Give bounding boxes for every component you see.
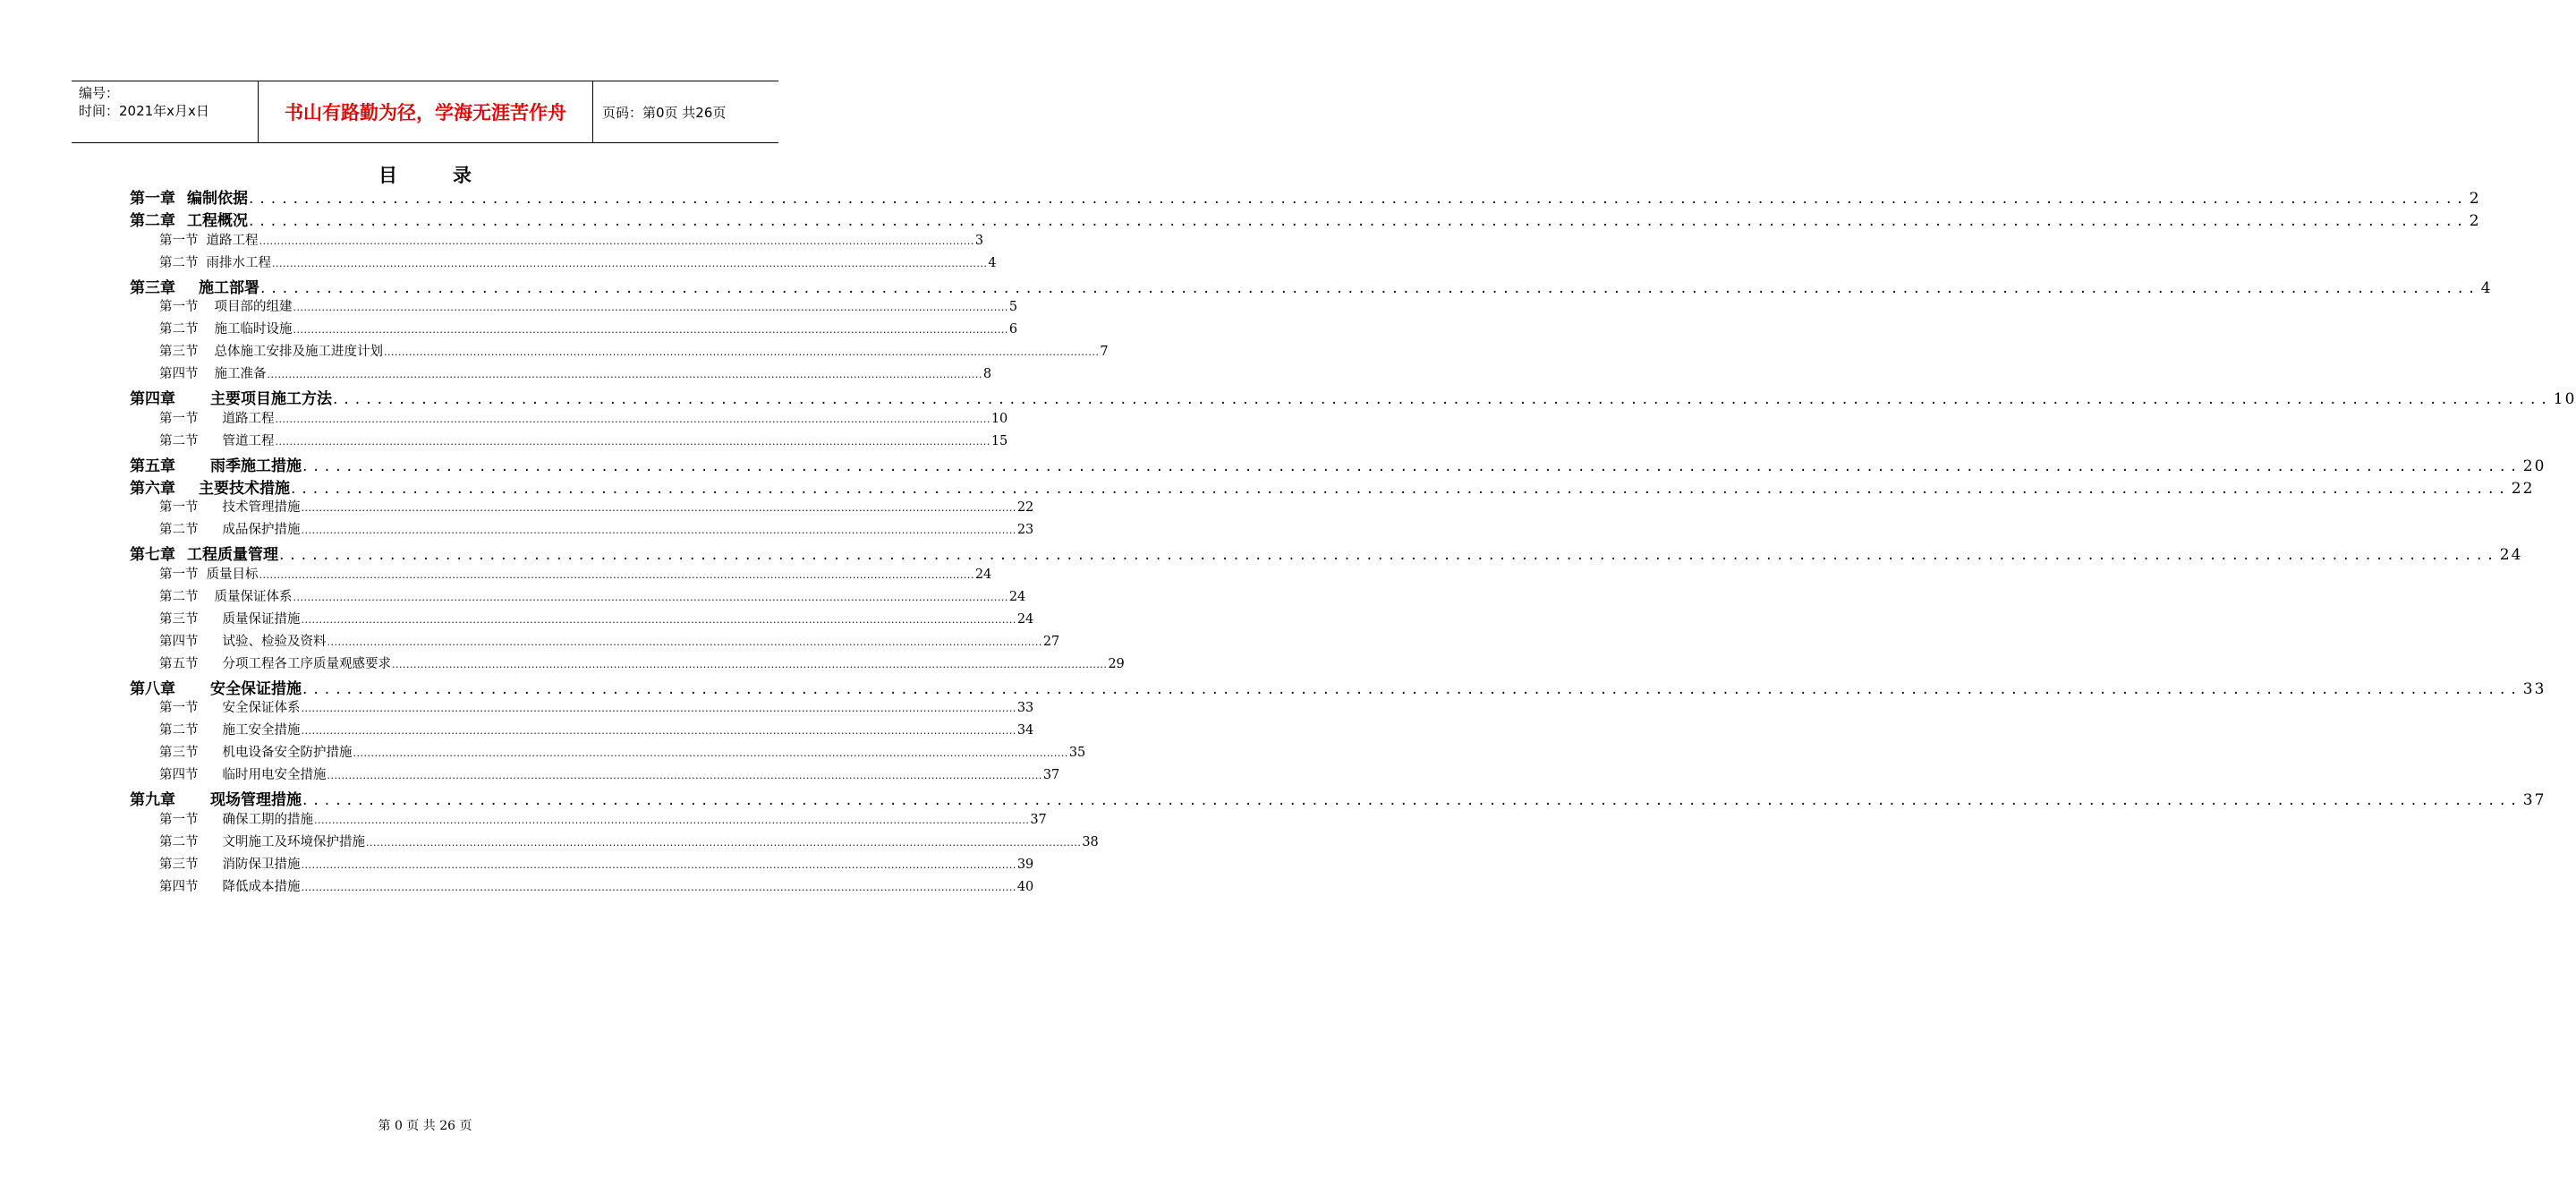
toc-page-number: 27	[1042, 634, 1060, 649]
toc-page-number: 38	[1082, 834, 1099, 849]
toc-entry-label	[159, 764, 327, 783]
toc-entry-number: 第六章	[130, 479, 175, 498]
toc-page-number: 5	[1008, 300, 1018, 315]
toc-leader-dots: ........................................................................................................................................................................................................	[293, 302, 1008, 314]
toc-leader-dots: ........................................................................................................................................................................................................	[301, 613, 1016, 626]
toc-entry-number: 第二节	[159, 433, 199, 448]
toc-entry-label	[159, 609, 301, 627]
toc-entry-label	[130, 542, 278, 564]
toc-page-number: 35	[1068, 746, 1086, 761]
toc-title	[0, 161, 850, 188]
toc-section-entry[interactable]	[130, 319, 1018, 341]
toc-section-entry[interactable]	[130, 631, 1060, 653]
toc-entry-label	[130, 475, 290, 498]
toc-leader-dots: ........................................................................................................................................................................................................	[293, 592, 1008, 604]
toc-section-entry[interactable]	[130, 408, 1008, 431]
toc-leader-dots: ........................................................................................................................................................................................................	[327, 636, 1042, 648]
toc-leader-dots: ........................................................................................................................................................................................................	[302, 456, 2522, 475]
toc-entry-label	[159, 564, 259, 583]
toc-page-number: 22	[1016, 500, 1034, 516]
toc-section-entry[interactable]	[130, 876, 1034, 899]
toc-entry-title: 管道工程	[222, 433, 275, 448]
toc-leader-dots: ........................................................................................................................................................................................................	[272, 257, 988, 269]
header-motto: 书山有路勤为径，学海无涯苦作舟	[259, 81, 593, 142]
toc-leader-dots: ........................................................................................................................................................................................................	[333, 390, 2553, 409]
toc-section-entry[interactable]	[130, 341, 1109, 363]
toc-entry-title: 质量目标	[206, 567, 259, 583]
toc-page-number: 37	[1042, 768, 1060, 783]
toc-leader-dots: ........................................................................................................................................................................................................	[301, 703, 1016, 715]
toc-leader-dots: ........................................................................................................................................................................................................	[301, 881, 1016, 893]
toc-page-number: 37	[1030, 812, 1047, 827]
toc-leader-dots: ........................................................................................................................................................................................................	[249, 190, 2469, 208]
toc-page-number: 7	[1100, 345, 1109, 360]
toc-entry-title: 工程概况	[187, 211, 248, 230]
toc-leader-dots: ........................................................................................................................................................................................................	[353, 747, 1068, 760]
toc-entry-label	[159, 742, 353, 761]
toc-page-number: 10	[990, 411, 1008, 426]
toc-entry-title: 临时用电安全措施	[222, 768, 327, 783]
toc-entry-title: 主要技术措施	[199, 479, 290, 498]
toc-leader-dots: ........................................................................................................................................................................................................	[301, 502, 1016, 515]
toc-entry-label	[159, 431, 275, 449]
toc-entry-label	[159, 586, 293, 605]
toc-page-number: 20	[2522, 456, 2546, 475]
header-meta-cell	[72, 81, 259, 142]
toc-section-entry[interactable]	[130, 252, 997, 275]
toc-entry-number: 第三节	[159, 345, 199, 360]
toc-entry-number: 第一节	[159, 300, 199, 315]
toc-chapter-entry[interactable]	[130, 475, 2535, 498]
toc-leader-dots: ........................................................................................................................................................................................................	[301, 858, 1016, 871]
toc-entry-label	[130, 676, 302, 698]
document-header	[72, 81, 778, 143]
toc-entry-label	[159, 720, 301, 738]
toc-entry-number: 第二节	[159, 523, 199, 538]
toc-page-number: 4	[2480, 278, 2493, 297]
toc-entry-title: 施工部署	[199, 278, 259, 297]
toc-chapter-entry[interactable]	[130, 275, 2493, 297]
toc-entry-label	[159, 341, 383, 360]
toc-entry-label	[130, 185, 248, 208]
toc-entry-title: 总体施工安排及施工进度计划	[214, 345, 383, 360]
toc-entry-title: 成品保护措施	[222, 523, 301, 538]
toc-entry-title: 项目部的组建	[214, 300, 293, 315]
toc-entry-number: 第一节	[159, 701, 199, 716]
toc-section-entry[interactable]	[130, 742, 1086, 764]
toc-chapter-entry[interactable]	[130, 208, 2481, 230]
toc-entry-number: 第二节	[159, 723, 199, 738]
toc-entry-title: 工程质量管理	[187, 546, 278, 565]
toc-entry-title: 道路工程	[222, 411, 275, 426]
toc-entry-number: 第一节	[159, 411, 199, 426]
toc-page-number: 2	[2469, 211, 2481, 230]
toc-entry-number: 第四章	[130, 390, 175, 409]
toc-chapter-entry[interactable]	[130, 676, 2546, 698]
toc-entry-title: 雨排水工程	[206, 255, 271, 270]
toc-entry-number: 第五章	[130, 456, 175, 475]
toc-section-entry[interactable]	[130, 431, 1008, 453]
toc-entry-title: 消防保卫措施	[222, 857, 301, 872]
toc-section-entry[interactable]	[130, 854, 1034, 876]
toc-entry-title: 施工安全措施	[222, 723, 301, 738]
toc-page-number: 8	[982, 367, 992, 382]
toc-leader-dots: ........................................................................................................................................................................................................	[302, 791, 2522, 810]
toc-leader-dots: ........................................................................................................................................................................................................	[291, 479, 2511, 498]
toc-entry-number: 第四节	[159, 634, 199, 649]
toc-entry-title: 质量保证措施	[222, 611, 301, 627]
toc-entry-title: 降低成本措施	[222, 879, 301, 894]
toc-leader-dots: ........................................................................................................................................................................................................	[384, 346, 1100, 359]
toc-leader-dots: ........................................................................................................................................................................................................	[275, 435, 990, 448]
toc-entry-title: 技术管理措施	[222, 500, 301, 516]
toc-leader-dots: ........................................................................................................................................................................................................	[249, 211, 2469, 230]
toc-entry-number: 第二节	[159, 834, 199, 849]
toc-leader-dots: ........................................................................................................................................................................................................	[301, 525, 1016, 537]
toc-entry-number: 第八章	[130, 679, 175, 698]
toc-entry-number: 第一章	[130, 190, 175, 208]
toc-entry-label	[159, 408, 275, 427]
toc-page-number: 24	[974, 567, 992, 583]
toc-page-number: 39	[1016, 857, 1034, 872]
toc-page-number: 29	[1108, 656, 1125, 671]
toc-entry-label	[159, 653, 391, 672]
toc-entry-number: 第一节	[159, 233, 199, 248]
toc-entry-label	[159, 230, 259, 249]
toc-section-entry[interactable]	[130, 497, 1034, 519]
toc-leader-dots: ........................................................................................................................................................................................................	[327, 770, 1042, 782]
toc-page-number: 24	[1008, 590, 1026, 605]
toc-entry-title: 施工临时设施	[214, 322, 293, 337]
toc-section-entry[interactable]	[130, 519, 1034, 542]
toc-title-second-char: 录	[453, 164, 472, 186]
toc-leader-dots: ........................................................................................................................................................................................................	[293, 324, 1008, 337]
toc-page-number: 34	[1016, 723, 1034, 738]
toc-entry-label	[130, 275, 259, 297]
toc-entry-title: 安全保证措施	[210, 679, 302, 698]
toc-entry-number: 第二节	[159, 322, 199, 337]
toc-chapter-entry[interactable]	[130, 542, 2523, 565]
toc-entry-label	[159, 832, 365, 850]
toc-entry-title: 道路工程	[206, 233, 259, 248]
toc-leader-dots: ........................................................................................................................................................................................................	[392, 658, 1108, 670]
toc-section-entry[interactable]	[130, 832, 1099, 854]
toc-entry-label	[130, 208, 248, 230]
toc-entry-label	[159, 363, 267, 382]
toc-leader-dots: ........................................................................................................................................................................................................	[366, 836, 1082, 849]
toc-title-first-char: 目	[378, 164, 397, 186]
toc-page-number: 3	[974, 233, 984, 248]
toc-page-number: 24	[1016, 611, 1034, 627]
toc-entry-number: 第一节	[159, 567, 199, 583]
toc-entry-number: 第二节	[159, 590, 199, 605]
toc-entry-label	[159, 497, 301, 516]
toc-entry-number: 第四节	[159, 367, 199, 382]
toc-leader-dots: ........................................................................................................................................................................................................	[314, 814, 1030, 826]
toc-page-number: 4	[988, 255, 997, 270]
toc-entry-label	[159, 876, 301, 895]
toc-entry-number: 第四节	[159, 768, 199, 783]
toc-page-number: 15	[990, 433, 1008, 448]
toc-leader-dots: ........................................................................................................................................................................................................	[260, 278, 2480, 297]
toc-entry-label	[159, 252, 271, 271]
document-number-label: 编号：	[79, 85, 120, 101]
toc-section-entry[interactable]	[130, 586, 1026, 609]
toc-section-entry[interactable]	[130, 697, 1034, 720]
toc-entry-title: 分项工程各工序质量观感要求	[222, 656, 391, 671]
toc-entry-label	[159, 809, 313, 828]
toc-page-number: 24	[2499, 546, 2523, 565]
table-of-contents	[130, 185, 2576, 899]
toc-page-number: 37	[2522, 791, 2546, 810]
toc-leader-dots: ........................................................................................................................................................................................................	[302, 679, 2522, 698]
toc-entry-title: 编制依据	[187, 190, 248, 208]
toc-entry-label	[159, 631, 327, 650]
toc-page-number: 2	[2469, 190, 2481, 208]
toc-section-entry[interactable]	[130, 609, 1034, 631]
toc-entry-number: 第二节	[159, 255, 199, 270]
header-page-info: 页码：第0页 共26页	[602, 104, 727, 121]
toc-entry-title: 安全保证体系	[222, 701, 301, 716]
page-footer: 第 0 页 共 26 页	[378, 1119, 472, 1133]
toc-section-entry[interactable]	[130, 564, 992, 586]
toc-section-entry[interactable]	[130, 653, 1125, 676]
toc-section-entry[interactable]	[130, 720, 1034, 742]
toc-section-entry[interactable]	[130, 363, 992, 386]
toc-section-entry[interactable]	[130, 764, 1060, 787]
toc-entry-label	[159, 296, 293, 315]
toc-entry-number: 第四节	[159, 879, 199, 894]
toc-entry-title: 施工准备	[214, 367, 267, 382]
toc-entry-title: 主要项目施工方法	[210, 390, 332, 409]
toc-entry-number: 第九章	[130, 791, 175, 810]
toc-chapter-entry[interactable]	[130, 787, 2546, 810]
toc-leader-dots: ........................................................................................................................................................................................................	[301, 725, 1016, 738]
toc-leader-dots: ........................................................................................................................................................................................................	[259, 235, 974, 247]
toc-entry-title: 确保工期的措施	[222, 812, 313, 827]
toc-page-number: 33	[2522, 679, 2546, 698]
toc-entry-number: 第三节	[159, 611, 199, 627]
toc-entry-number: 第三章	[130, 278, 175, 297]
toc-section-entry[interactable]	[130, 296, 1018, 319]
toc-entry-label	[130, 386, 332, 408]
toc-page-number: 10	[2553, 390, 2576, 409]
toc-page-number: 23	[1016, 523, 1034, 538]
toc-entry-number: 第七章	[130, 546, 175, 565]
toc-page-number: 33	[1016, 701, 1034, 716]
toc-entry-number: 第一节	[159, 812, 199, 827]
toc-entry-label	[159, 697, 301, 716]
toc-page-number: 40	[1016, 879, 1034, 894]
toc-entry-label	[159, 854, 301, 873]
toc-section-entry[interactable]	[130, 230, 984, 252]
toc-leader-dots: ........................................................................................................................................................................................................	[279, 546, 2499, 565]
toc-entry-label	[130, 453, 302, 475]
document-time-label: 时间：2021年x月x日	[79, 103, 209, 119]
toc-entry-number: 第三节	[159, 857, 199, 872]
toc-leader-dots: ........................................................................................................................................................................................................	[259, 569, 974, 582]
toc-page-number: 22	[2511, 479, 2535, 498]
toc-entry-label	[130, 787, 302, 809]
toc-entry-title: 现场管理措施	[210, 791, 302, 810]
toc-entry-number: 第三节	[159, 746, 199, 761]
toc-entry-title: 雨季施工措施	[210, 456, 302, 475]
toc-chapter-entry[interactable]	[130, 185, 2481, 208]
toc-leader-dots: ........................................................................................................................................................................................................	[267, 369, 982, 381]
toc-leader-dots: ........................................................................................................................................................................................................	[275, 413, 990, 425]
toc-entry-label	[159, 319, 293, 337]
toc-section-entry[interactable]	[130, 809, 1047, 832]
toc-chapter-entry[interactable]	[130, 453, 2546, 475]
toc-entry-title: 质量保证体系	[214, 590, 293, 605]
toc-page-number: 6	[1008, 322, 1018, 337]
toc-chapter-entry[interactable]	[130, 386, 2576, 409]
toc-entry-number: 第二章	[130, 211, 175, 230]
toc-entry-label	[159, 519, 301, 538]
toc-entry-number: 第五节	[159, 656, 199, 671]
toc-entry-title: 试验、检验及资料	[222, 634, 327, 649]
toc-entry-number: 第一节	[159, 500, 199, 516]
toc-entry-title: 机电设备安全防护措施	[222, 746, 353, 761]
toc-entry-title: 文明施工及环境保护措施	[222, 834, 365, 849]
